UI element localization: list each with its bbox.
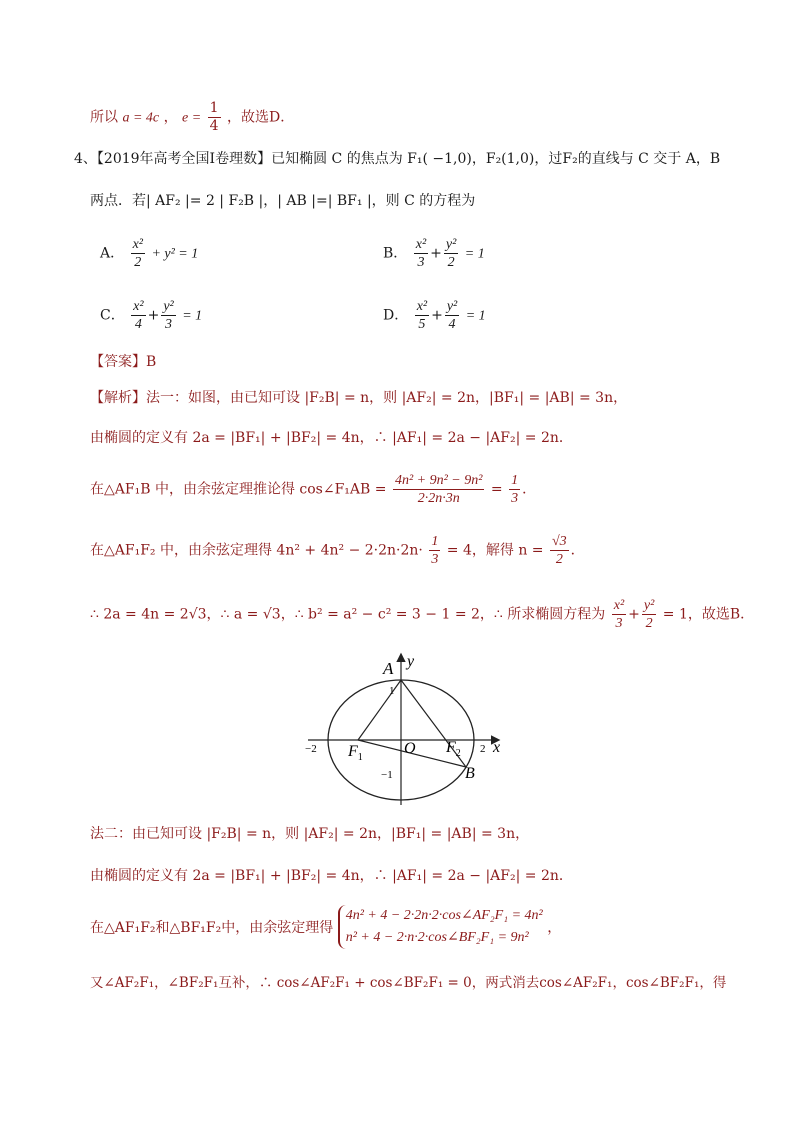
tick-minus-1: −1 xyxy=(381,769,393,781)
label-x: x xyxy=(493,739,501,756)
analysis-label: 【解析】 xyxy=(90,390,146,406)
tick-2: 2 xyxy=(480,743,486,755)
analysis-m1-line-3: 在△AF₁B 中，由余弦定理推论得 cos∠F₁AB = $\frac{\text{4n² + 9n² − 9n²}}{2\cdot 2n\cdot 3n}$ = $\frac{1}{3}$ ． xyxy=(90,473,537,506)
tick-1: 1 xyxy=(389,685,395,697)
top-prefix: 所以 xyxy=(90,109,118,126)
option-d: D． $\frac{\text{x²}}{5}$ + $\frac{\text{y²}}{4}$ = 1 xyxy=(383,299,486,332)
q4-stem-1: 已知椭圆 C 的焦点为 F₁( −1,0)，F₂(1,0)，过F₂的直线与 C 交于 A，B xyxy=(271,151,721,167)
analysis-m1-line-5: ∴ 2a = 4n = 2√3，∴ a = √3，∴ b² = a² − c² = 3 − 1 = 2，∴ 所求椭圆方程为 $\frac{\text{x²}}{3}$ + $\frac{\text{y²}}{2}$ = 1，故选B． xyxy=(90,598,755,631)
top-e-eq: e = xyxy=(182,110,202,126)
top-e-frac: $\frac{1}{4}$ xyxy=(209,100,219,134)
label-a: A xyxy=(383,659,394,678)
analysis-m1-line-1: 【解析】法一：如图，由已知可设 |F₂B| = n，则 |AF₂| = 2n，|BF₁| = |AB| = 3n， xyxy=(90,390,628,406)
ellipse-figure xyxy=(303,650,513,810)
analysis-m2-line-2: 由椭圆的定义有 2a = |BF₁| + |BF₂| = 4n，∴ |AF₁| = 2a − |AF₂| = 2n． xyxy=(90,868,573,884)
analysis-m2-line-3: 在△AF₁F₂和△BF₁F₂中，由余弦定理得 4n² + 4 − 2·2n·2·cos∠AF₂F₁ = 4n² n² + 4 − 2·n·2·cos∠BF₂F₁ = 9n² ， xyxy=(90,905,561,949)
analysis-m2-line-4: 又∠AF₂F₁，∠BF₂F₁互补，∴ cos∠AF₂F₁ + cos∠BF₂F₁ = 0，两式消去cos∠AF₂F₁，cos∠BF₂F₁，得 xyxy=(90,975,727,991)
analysis-m2-line-1: 法二：由已知可设 |F₂B| = n，则 |AF₂| = 2n，|BF₁| = |AB| = 3n， xyxy=(90,826,530,842)
tick-minus-2: −2 xyxy=(305,743,317,755)
top-suffix: ，故选D． xyxy=(227,109,295,126)
q4-stem-line-1 xyxy=(74,148,720,168)
label-f1: $F_1$ xyxy=(348,743,363,763)
option-a: A． $\frac{\text{x²}}{2}$ + y² = 1 xyxy=(100,237,199,270)
option-b: B． $\frac{\text{x²}}{3}$ + $\frac{\text{y²}}{2}$ = 1 xyxy=(383,237,485,270)
answer-label: 【答案】 xyxy=(90,354,146,370)
label-o: O xyxy=(404,740,416,757)
equation-system: 4n² + 4 − 2·2n·2·cos∠AF₂F₁ = 4n² n² + 4 − 2·n·2·cos∠BF₂F₁ = 9n² xyxy=(338,905,543,949)
option-c: C． $\frac{\text{x²}}{4}$ + $\frac{\text{y²}}{3}$ = 1 xyxy=(100,299,203,332)
label-b: B xyxy=(465,765,475,782)
q4-number: 4、 xyxy=(74,151,97,167)
q4-stem-2: 两点．若| AF₂ |= 2 | F₂B |，| AB |=| BF₁ |，则 C 的方程为 xyxy=(90,193,476,209)
q4-source: 【2019年高考全国I卷理数】 xyxy=(96,151,272,167)
top-conclusion xyxy=(90,100,294,135)
label-y: y xyxy=(407,653,415,670)
answer xyxy=(90,351,156,371)
top-sep: ， xyxy=(163,109,178,126)
analysis-m1-line-2: 由椭圆的定义有 2a = |BF₁| + |BF₂| = 4n，∴ |AF₁| = 2a − |AF₂| = 2n． xyxy=(90,430,573,446)
analysis-m1-line-4: 在△AF₁F₂ 中，由余弦定理得 4n² + 4n² − 2·2n·2n· $\frac{1}{3}$ = 4，解得 n = $\frac{√3}{2}$ ． xyxy=(90,534,585,567)
label-f2: $F_2$ xyxy=(446,739,461,759)
top-a-eq: a = 4c xyxy=(122,110,160,126)
answer-value: B xyxy=(146,354,157,370)
q4-stem-line-2 xyxy=(90,190,475,210)
segment-af1 xyxy=(358,680,401,740)
